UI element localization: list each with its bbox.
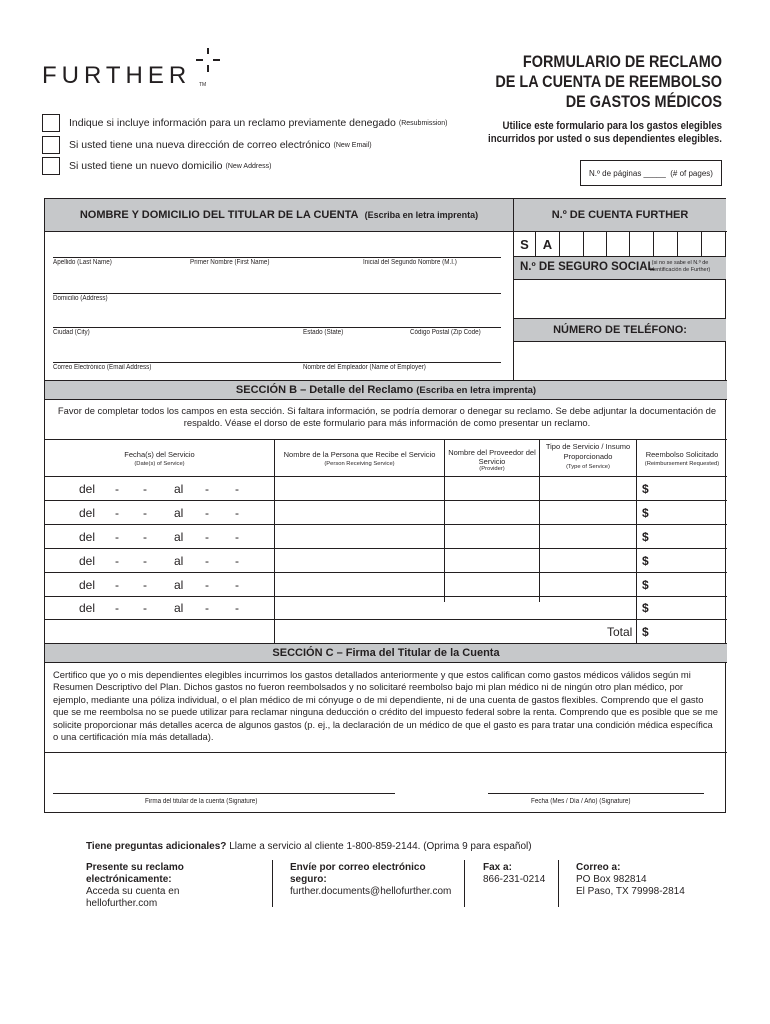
total-label: Total — [607, 625, 633, 639]
phone-input[interactable] — [514, 342, 726, 380]
middle-initial-label: Inicial del Segundo Nombre (M.I.) — [363, 259, 457, 266]
state-label: Estado (State) — [303, 329, 344, 336]
claim-row[interactable]: del - - al - - $ — [79, 601, 649, 615]
form-title: FORMULARIO DE RECLAMO DE LA CUENTA DE REEMBOLSO DE GASTOS MÉDICOS — [495, 52, 722, 111]
footer-divider — [558, 860, 559, 907]
secure-email-link[interactable]: further.documents@hellofurther.com — [290, 886, 452, 897]
account-digit-box[interactable] — [607, 232, 630, 256]
signature-label: Firma del titular de la cuenta (Signature) — [145, 798, 258, 805]
secure-email-block: Envíe por correo electrónico seguro: further.documents@hellofurther.com — [290, 862, 460, 898]
resubmission-checkbox[interactable] — [42, 114, 60, 132]
zip-label: Código Postal (Zip Code) — [410, 329, 481, 336]
account-digit-box[interactable] — [584, 232, 607, 256]
logo-trademark: TM — [199, 82, 207, 88]
first-name-label: Primer Nombre (First Name) — [190, 259, 270, 266]
fax-block: Fax a: 866-231-0214 — [483, 862, 546, 885]
claim-row[interactable]: del - - al - - $ — [79, 482, 649, 496]
claim-row[interactable]: del - - al - - $ — [79, 530, 649, 544]
mail-block: Correo a: PO Box 982814 El Paso, TX 79998-2814 — [576, 862, 685, 897]
col-header-dates: Fecha(s) del Servicio (Date(s) of Service) — [124, 450, 195, 467]
col-header-service-type: Tipo de Servicio / Insumo Proporcionado (Type of Service) — [545, 442, 631, 470]
footer-divider — [272, 860, 273, 907]
claim-row[interactable]: del - - al - - $ — [79, 554, 649, 568]
last-name-label: Apellido (Last Name) — [53, 259, 112, 266]
date-label: Fecha (Mes / Día / Año) (Signature) — [531, 798, 631, 805]
claim-row[interactable]: del - - al - - $ — [79, 506, 649, 520]
new-address-checkbox-row[interactable]: Si usted tiene un nuevo domicilio (New Address) — [42, 157, 271, 175]
pages-count-box[interactable]: N.º de páginas _____ (# of pages) — [580, 160, 722, 186]
ssn-header: N.º DE SEGURO SOCIAL (si no se sabe el N.º de identificación de Further) — [514, 257, 726, 279]
logo-cross-icon — [194, 46, 224, 74]
section-b-header: SECCIÓN B – Detalle del Reclamo (Escriba en letra imprenta) — [45, 381, 727, 399]
section-b-instructions: Favor de completar todos los campos en esta sección. Si faltara información, se podría demorar o denegar su reclamo. Se debe adjuntar la documentación de respaldo. Véase el dorso de este formulario para más información de como presentar un reclamo. — [57, 405, 717, 429]
signature-field[interactable] — [53, 755, 395, 793]
footer-divider — [464, 860, 465, 907]
section-a-header: NOMBRE Y DOMICILIO DEL TITULAR DE LA CUENTA (Escriba en letra imprenta) — [45, 199, 513, 231]
certification-text: Certifico que yo o mis dependientes elegibles incurrimos los gastos detallados anteriormente y que estos califican como gastos médicos válidos según mi Resumen Descriptivo del Plan. Dichos gastos no fueron reembolsados y no solicitaré reembolso bajo mi plan médico ni de ningún otro plan médico, por ejemplo, mediante una póliza individual, o el plan médico de mi cónyuge o de mi dependiente, ni de una cuenta de gastos flexibles. Comprendo que el gasto que se me reembolsa no se puede utilizar para reclamar ninguna deducción o crédito del impuesto federal sobre la renta. Comprendo que es posible que se me solicite proporcionar más detalles acerca de algunos gastos (p. ej., la declaración de un médico de que el gasto es para tratar una condición médica específica o una certificación mía más detallada). — [53, 669, 718, 743]
email-label: Correo Electrónico (Email Address) — [53, 364, 152, 371]
claim-row[interactable]: del - - al - - $ — [79, 578, 649, 592]
further-logo — [42, 46, 232, 96]
address-label: Domicilio (Address) — [53, 295, 108, 302]
account-digit-box[interactable] — [702, 232, 726, 256]
new-email-checkbox-row[interactable]: Si usted tiene una nueva dirección de correo electrónico (New Email) — [42, 136, 372, 154]
account-prefix-a: A — [536, 232, 560, 256]
account-digit-box[interactable] — [654, 232, 678, 256]
hellofurther-link[interactable]: hellofurther.com — [86, 898, 158, 909]
account-number-header: N.º DE CUENTA FURTHER — [514, 199, 726, 231]
total-row[interactable]: Total $ — [607, 625, 649, 639]
account-prefix-s: S — [514, 232, 536, 256]
city-label: Ciudad (City) — [53, 329, 90, 336]
account-digit-box[interactable] — [560, 232, 584, 256]
submit-online-block: Presente su reclamo electrónicamente: Acceda su cuenta en hellofurther.com — [86, 862, 266, 910]
date-field[interactable] — [488, 755, 704, 793]
resubmission-checkbox-row[interactable]: Indique si incluye información para un reclamo previamente denegado (Resubmission) — [42, 114, 448, 132]
account-digit-box[interactable] — [630, 232, 654, 256]
claim-form — [44, 198, 726, 813]
new-email-checkbox[interactable] — [42, 136, 60, 154]
ssn-input[interactable] — [514, 280, 726, 318]
col-header-person: Nombre de la Persona que Recibe el Servicio (Person Receiving Service) — [283, 450, 436, 467]
col-header-provider: Nombre del Proveedor del Servicio (Provider) — [448, 448, 536, 472]
form-subtitle: Utilice este formulario para los gastos elegibles incurridos por usted o sus dependientes elegibles. — [488, 120, 722, 145]
help-line: Tiene preguntas adicionales? Llame a servicio al cliente 1-800-859-2144. (Oprima 9 para español) — [86, 841, 532, 852]
logo-text: FURTHER — [42, 62, 192, 89]
col-header-reimbursement: Reembolso Solicitado (Reimbursement Requested) — [644, 450, 720, 467]
account-digit-box[interactable] — [678, 232, 702, 256]
employer-label: Nombre del Empleador (Name of Employer) — [303, 364, 426, 371]
section-c-header: SECCIÓN C – Firma del Titular de la Cuenta — [45, 644, 727, 662]
phone-header: NÚMERO DE TELÉFONO: — [514, 319, 726, 341]
new-address-checkbox[interactable] — [42, 157, 60, 175]
